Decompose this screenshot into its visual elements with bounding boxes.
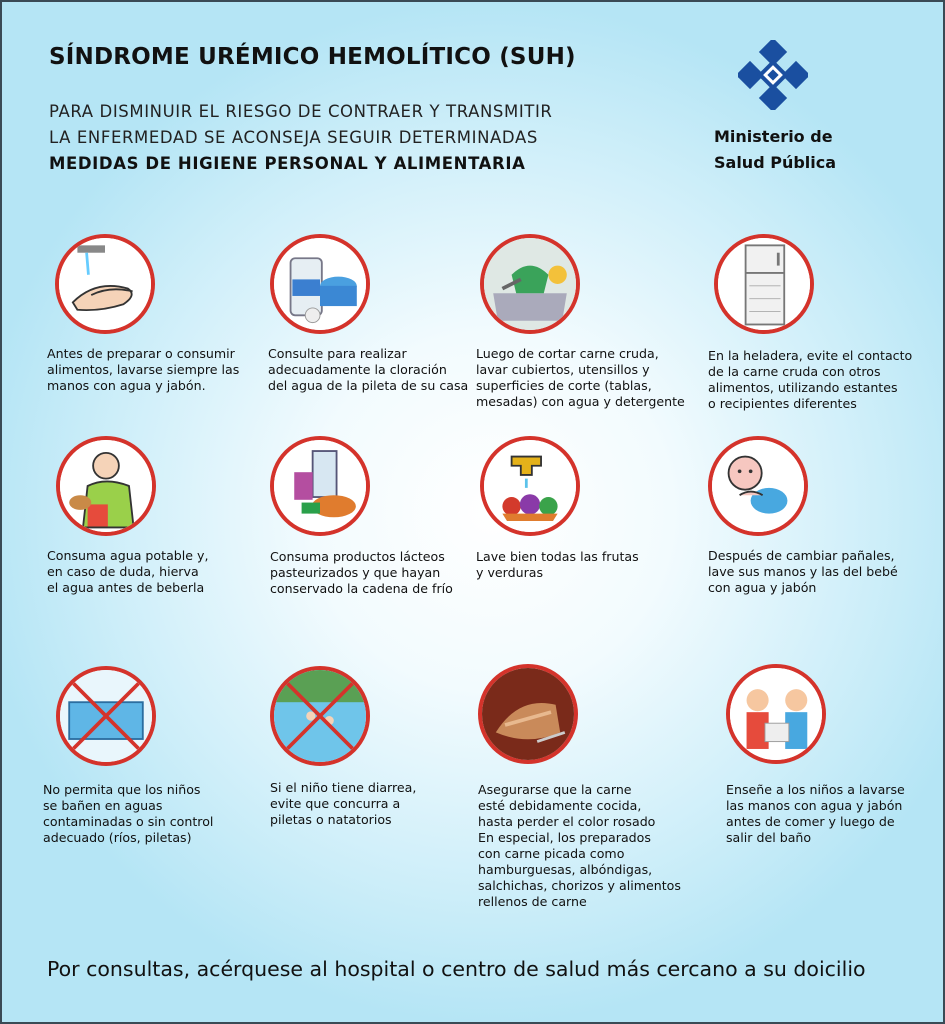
caption-no-swimming: Si el niño tiene diarrea, evite que concurra a piletas o natatorios xyxy=(270,780,417,827)
ministry-line-1: Ministerio de xyxy=(714,127,833,146)
washing-produce-icon xyxy=(480,436,580,536)
footer-note: Por consultas, acérquese al hospital o centro de salud más cercano a su doicilio xyxy=(47,957,866,981)
caption-hand-washing: Antes de preparar o consumir alimentos, lavarse siempre las manos con agua y jabón. xyxy=(47,346,240,393)
ministry-line-2: Salud Pública xyxy=(714,153,837,172)
caption-dairy-products: Consuma productos lácteos pasteurizados y que hayan conservado la cadena de frío xyxy=(270,549,453,596)
caption-drinking-water: Consuma agua potable y, en caso de duda, hierva el agua antes de beberla xyxy=(47,548,209,595)
subtitle-line-1: PARA DISMINUIR EL RIESGO DE CONTRAER Y TRANSMITIR xyxy=(49,102,553,121)
subtitle-line-3: MEDIDAS DE HIGIENE PERSONAL Y ALIMENTARIA xyxy=(49,154,526,173)
caption-washing-produce: Lave bien todas las frutas y verduras xyxy=(476,549,639,580)
subtitle xyxy=(49,99,553,177)
caption-dish-washing: Luego de cortar carne cruda, lavar cubiertos, utensillos y superficies de corte (tablas, mesadas) con agua y detergente xyxy=(476,346,685,409)
caption-refrigerator: En la heladera, evite el contacto de la carne cruda con otros alimentos, utilizando estantes o recipientes diferentes xyxy=(708,348,913,411)
caption-no-pool: No permita que los niños se bañen en aguas contaminadas o sin control adecuado (ríos, piletas) xyxy=(43,782,214,845)
dish-washing-icon xyxy=(480,234,580,334)
caption-pool-chlorine: Consulte para realizar adecuadamente la cloración del agua de la pileta de su casa xyxy=(268,346,469,393)
subtitle-line-2: LA ENFERMEDAD SE ACONSEJA SEGUIR DETERMINADAS xyxy=(49,128,538,147)
ministry-logo-icon xyxy=(738,40,808,110)
refrigerator-icon xyxy=(714,234,814,334)
no-pool-icon xyxy=(56,666,156,766)
ministry-name xyxy=(714,124,844,176)
no-swimming-icon xyxy=(270,666,370,766)
baby-diaper-icon xyxy=(708,436,808,536)
children-washing-icon xyxy=(726,664,826,764)
caption-baby-diaper: Después de cambiar pañales, lave sus manos y las del bebé con agua y jabón xyxy=(708,548,898,595)
dairy-products-icon xyxy=(270,436,370,536)
caption-children-washing: Enseñe a los niños a lavarse las manos con agua y jabón antes de comer y luego de salir del baño xyxy=(726,782,905,845)
caption-cooked-meat: Asegurarse que la carne esté debidamente cocida, hasta perder el color rosado En especial, los preparados con carne picada como hamburguesas, albóndigas, salchichas, chorizos y alimentos rellenos de carne xyxy=(478,782,681,909)
drinking-water-icon xyxy=(56,436,156,536)
pool-chlorine-icon xyxy=(270,234,370,334)
cooked-meat-icon xyxy=(478,664,578,764)
page-title: SÍNDROME URÉMICO HEMOLÍTICO (SUH) xyxy=(49,44,576,70)
hand-washing-icon xyxy=(55,234,155,334)
